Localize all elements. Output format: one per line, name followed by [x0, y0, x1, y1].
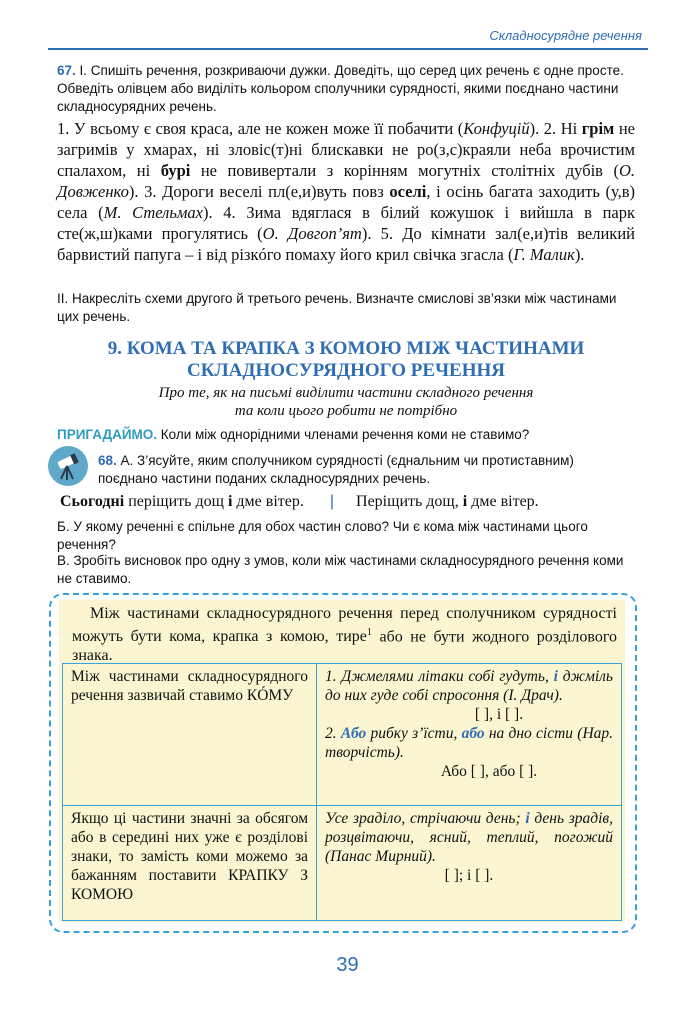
author: О. Довженко	[57, 161, 636, 201]
example-text: рибку з’їсти,	[366, 725, 462, 742]
author: Г. Малик	[513, 245, 575, 264]
recall-question	[57, 426, 635, 444]
example-text: Періщить дощ,	[356, 493, 463, 510]
section-subtitle	[57, 384, 635, 420]
recall-label: ПРИГАДАЙМО.	[57, 427, 158, 442]
example-2	[325, 724, 613, 762]
scheme: [ ], і [ ].	[474, 706, 524, 723]
author: Конфуцій	[463, 119, 530, 138]
bold-word: Сьогодні	[60, 493, 125, 510]
bold-word: оселі	[389, 182, 427, 201]
bold-word: бурі	[160, 161, 191, 180]
task-68-v: В. Зробіть висновок про одну з умов, коли між частинами складносурядного речення коми не ставимо.	[57, 553, 624, 586]
conjunction: або	[461, 725, 485, 742]
example-1	[325, 667, 613, 705]
example-text: день зрадів, розцвітаючи, ясний, теплий, погожий (Панас Мирний).	[325, 810, 614, 865]
subtitle-line: та коли цього робити не потрібно	[234, 403, 458, 419]
conjunction: Або	[340, 725, 367, 742]
task-67-sentences	[57, 118, 635, 265]
table-row	[63, 806, 622, 921]
conjunction: і	[227, 493, 233, 510]
table-row	[63, 664, 622, 806]
rule-table	[62, 663, 622, 921]
example-text: 2.	[325, 725, 341, 742]
scheme: Або [ ], або [ ].	[440, 763, 538, 780]
example-sentences	[60, 492, 630, 512]
task-67-part2: ІІ. Накресліть схеми другого й третього речень. Визначте смислові зв’язки між частинами цих речень.	[57, 291, 617, 324]
rule-cell	[63, 664, 317, 806]
task-68-b: Б. У якому реченні є спільне для обох частин слово? Чи є кома між частинами цього речення?	[57, 519, 588, 552]
example-text: дме вітер.	[467, 493, 539, 510]
section-title-line: СКЛАДНОСУРЯДНОГО РЕЧЕННЯ	[187, 360, 505, 381]
example-text: джміль до них гуде собі спросоння (І. Драч).	[325, 668, 613, 704]
scheme: [ ]; і [ ].	[444, 867, 494, 884]
example-cell	[317, 664, 622, 806]
recall-text: Коли між однорідними членами речення коми не ставимо?	[157, 427, 530, 442]
conjunction: і	[553, 668, 558, 685]
separator: |	[329, 493, 335, 510]
conjunction: і	[462, 493, 468, 510]
task-68-instruction	[98, 452, 634, 488]
rule-text: Між частинами складносурядного речення перед сполучником сурядності можуть бути кома, крапка з комою, тире	[72, 605, 617, 646]
author: М. Стельмах	[103, 203, 203, 222]
sentence-text: ). 4. Зима вдяглася в білий кожушок і вийшла в парк сте(ж,ш)ками прогулятись (	[57, 203, 635, 243]
section-title-line: 9. КОМА ТА КРАПКА З КОМОЮ МІЖ ЧАСТИНАМИ	[107, 338, 585, 359]
footnote-mark: 1	[366, 627, 372, 638]
example-text: періщить дощ	[124, 493, 228, 510]
example-text: дме вітер.	[232, 493, 304, 510]
rule-cell	[63, 806, 317, 921]
task-number: 68.	[98, 453, 117, 468]
page-number: 39	[336, 954, 359, 976]
sentence-text: не повивертали з корінням могутніх столітніх дубів (	[190, 161, 619, 180]
running-title: Складносурядне речення	[489, 28, 642, 43]
subtitle-line: Про те, як на письмі виділити частини складного речення	[158, 385, 534, 401]
section-title	[57, 338, 635, 382]
example-3	[325, 809, 613, 866]
sentence-text: ). 2. Ні	[529, 119, 582, 138]
rule-condition: Між частинами складносурядного речення зазвичай ставимо КÓМУ	[71, 668, 308, 704]
conjunction: і	[525, 810, 530, 827]
author: О. Довгоп’ят	[262, 224, 362, 243]
task-67-part1: І. Спишіть речення, розкриваючи дужки. Доведіть, що серед цих речень є одне просте. Обведіть олівцем або виділіть кольором сполучники сурядності, якими поєднано частини складносурядних речень.	[57, 63, 624, 114]
example-text: на дно сісти (Нар. творчість).	[325, 725, 614, 761]
sentence-text: , і осінь багата заходить (у,в) села (	[57, 182, 635, 222]
task-68-a: А. З’ясуйте, яким сполучником сурядності (єднальним чи протиставним) поєднано частини поданих складносурядних речень.	[98, 453, 574, 486]
page-header	[48, 22, 648, 50]
rule-intro	[72, 604, 617, 665]
example-text: Усе зраділо, стрічаючи день;	[325, 810, 526, 827]
task-67-instruction	[57, 62, 635, 116]
bold-word: грім	[581, 119, 615, 138]
task-number: 67.	[57, 63, 76, 78]
sentence-text: ).	[574, 245, 585, 264]
rule-text: або не бути жодного розділового знака.	[72, 628, 618, 665]
sentence-text: ). 3. Дороги веселі пл(е,и)вуть повз	[128, 182, 390, 201]
example-text: 1. Джмелями літаки собі гудуть,	[325, 668, 554, 685]
rule-condition: Якщо ці частини значні за обсягом або в середині них уже є розділові знаки, то замість коми можемо за бажанням поставити КРАПКУ З КОМОЮ	[71, 810, 308, 903]
telescope-icon	[48, 446, 88, 486]
example-cell	[317, 806, 622, 921]
sentence-text: не загримів у хмарах, ні зловіс(т)ні блискавки не ро(з,с)краяли неба врочистим спалахом, ні	[57, 119, 636, 180]
sentence-text: 1. У всьому є своя краса, але не кожен може її побачити (	[57, 119, 464, 138]
sentence-text: ). 5. До кімнати зал(е,и)тів великий барвистий папуга – і від різкóго помаху його крил свічка згасла (	[57, 224, 635, 264]
